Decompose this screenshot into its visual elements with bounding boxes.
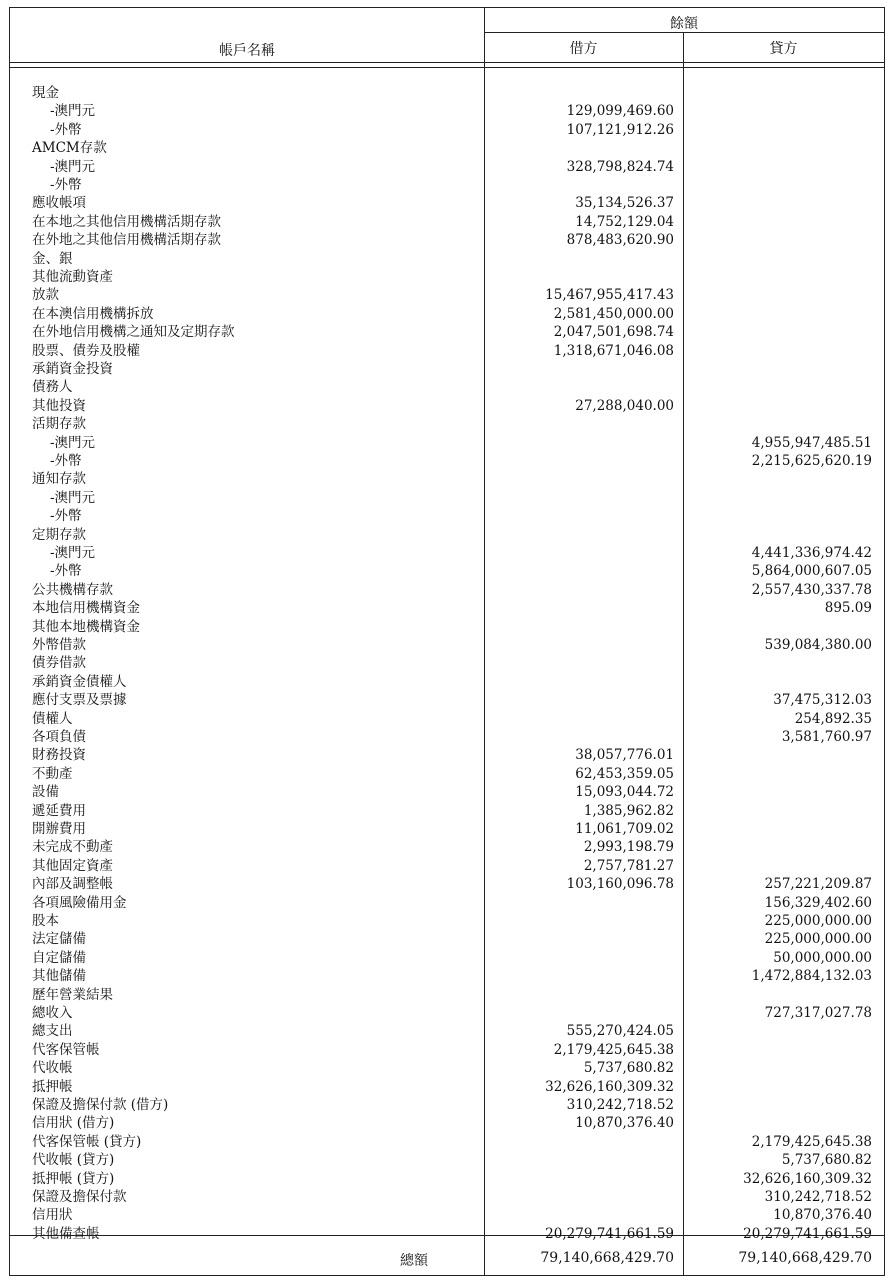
account-name: 在外地之其他信用機構活期存款 [32, 232, 221, 249]
credit-amount: 3,581,760.97 [781, 729, 872, 745]
debit-amount: 555,270,424.05 [566, 1023, 674, 1040]
account-name: 在外地信用機構之通知及定期存款 [32, 324, 235, 341]
table-row [10, 544, 884, 562]
debit-amount: 32,626,160,309.32 [545, 1078, 674, 1095]
table-row [10, 1041, 884, 1059]
account-name: 承銷資金投資 [32, 361, 113, 377]
debit-amount: 27,288,040.00 [575, 397, 674, 414]
account-name: 定期存款 [32, 526, 86, 543]
account-name: 開辦費用 [32, 821, 86, 837]
account-name: -澳門元 [50, 103, 96, 120]
account-name: 自定儲備 [32, 949, 86, 966]
table-row [10, 360, 884, 378]
table-row [10, 820, 884, 838]
table-row [10, 562, 884, 580]
credit-amount: 254,892.35 [794, 710, 872, 727]
total-debit: 79,140,668,429.70 [540, 1250, 674, 1266]
debit-amount: 878,483,620.90 [566, 232, 674, 249]
total-credit: 79,140,668,429.70 [738, 1250, 872, 1266]
table-row [10, 452, 884, 470]
account-name: 債權人 [32, 710, 73, 727]
table-row [10, 102, 884, 120]
account-name: -外幣 [50, 177, 82, 193]
debit-amount: 2,179,425,645.38 [553, 1041, 674, 1058]
account-name: 放款 [32, 287, 59, 304]
account-name: 應收帳項 [32, 195, 86, 212]
header-balance: 餘額 [670, 16, 698, 32]
total-label: 總額 [400, 1253, 428, 1269]
table-row [10, 507, 884, 525]
table-row [10, 231, 884, 249]
table-row [10, 268, 884, 286]
account-name: 保證及擔保付款 [32, 1189, 127, 1205]
account-name: -澳門元 [50, 158, 96, 175]
account-name: 各項負債 [32, 729, 86, 745]
credit-amount: 5,737,680.82 [781, 1152, 872, 1169]
account-name: 公共機構存款 [32, 581, 113, 598]
debit-amount: 1,318,671,046.08 [553, 342, 674, 359]
debit-amount: 103,160,096.78 [566, 876, 674, 893]
account-name: 其他投資 [32, 397, 86, 414]
account-name: 抵押帳 (貸方) [32, 1170, 115, 1187]
table-row [10, 1114, 884, 1132]
account-name: -澳門元 [50, 489, 96, 506]
account-name: 債券借款 [32, 655, 86, 672]
credit-amount: 37,475,312.03 [773, 692, 872, 709]
debit-amount: 38,057,776.01 [575, 747, 674, 764]
credit-amount: 2,179,425,645.38 [751, 1133, 872, 1150]
account-name: 信用狀 [32, 1207, 73, 1224]
account-name: 總收入 [32, 1005, 73, 1021]
table-row [10, 875, 884, 893]
table-row [10, 1004, 884, 1022]
debit-amount: 129,099,469.60 [566, 103, 674, 120]
table-row [10, 710, 884, 728]
account-name: 在本澳信用機構拆放 [32, 305, 154, 322]
account-name: 其他備查帳 [32, 1225, 100, 1242]
account-name: -外幣 [50, 508, 82, 525]
account-name: 歷年營業結果 [32, 986, 113, 1003]
account-name: 其他本地機構資金 [32, 618, 140, 635]
credit-amount: 5,864,000,607.05 [751, 563, 872, 580]
credit-amount: 32,626,160,309.32 [743, 1170, 872, 1187]
table-row [10, 397, 884, 415]
table-row [10, 342, 884, 360]
table-row [10, 618, 884, 636]
table-row [10, 1133, 884, 1151]
debit-amount: 2,757,781.27 [583, 857, 674, 874]
header-account-name: 帳戶名稱 [219, 43, 275, 59]
table-row [10, 489, 884, 507]
table-row [10, 470, 884, 488]
credit-amount: 4,955,947,485.51 [751, 434, 872, 451]
table-row [10, 305, 884, 323]
credit-amount: 10,870,376.40 [773, 1207, 872, 1224]
table-row [10, 838, 884, 856]
debit-amount: 15,093,044.72 [575, 784, 674, 801]
account-name: 承銷資金債權人 [32, 673, 127, 690]
table-row [10, 765, 884, 783]
table-row [10, 1059, 884, 1077]
credit-amount: 727,317,027.78 [764, 1005, 872, 1021]
table-row [10, 158, 884, 176]
credit-amount: 1,472,884,132.03 [751, 968, 872, 985]
debit-amount: 310,242,718.52 [566, 1097, 674, 1113]
account-name: 外幣借款 [32, 637, 86, 653]
credit-amount: 2,557,430,337.78 [751, 581, 872, 598]
table-row [10, 194, 884, 212]
table-row [10, 986, 884, 1004]
table-row [10, 967, 884, 985]
table-row [10, 673, 884, 691]
table-row [10, 691, 884, 709]
table-row [10, 1078, 884, 1096]
table-row [10, 912, 884, 930]
credit-amount: 156,329,402.60 [764, 894, 872, 911]
account-name: 活期存款 [32, 416, 86, 433]
table-row [10, 1225, 884, 1243]
account-name: 其他流動資產 [32, 269, 113, 285]
header-bottom-line [10, 62, 884, 63]
account-name: 法定儲備 [32, 931, 86, 948]
header-credit: 貸方 [769, 41, 798, 57]
account-name: 遞延費用 [32, 802, 86, 819]
table-row [10, 802, 884, 820]
credit-amount: 225,000,000.00 [764, 931, 872, 948]
account-name: 股本 [32, 913, 59, 929]
account-name: 設備 [32, 784, 59, 801]
account-name: 股票、債券及股權 [32, 342, 140, 359]
debit-amount: 2,047,501,698.74 [553, 324, 674, 341]
table-row [10, 286, 884, 304]
account-name: 其他固定資產 [32, 857, 113, 874]
account-name: 在本地之其他信用機構活期存款 [32, 213, 221, 230]
credit-amount: 4,441,336,974.42 [751, 545, 872, 561]
account-name: 本地信用機構資金 [32, 600, 140, 617]
account-name: 代客保管帳 (貸方) [32, 1133, 142, 1150]
account-name: 其他儲備 [32, 968, 86, 985]
account-name: 財務投資 [32, 747, 86, 764]
table-row [10, 783, 884, 801]
table-row [10, 415, 884, 433]
table-row [10, 746, 884, 764]
account-name: -外幣 [50, 453, 82, 469]
credit-amount: 310,242,718.52 [764, 1189, 872, 1205]
debit-amount: 1,385,962.82 [583, 802, 674, 819]
credit-amount: 2,215,625,620.19 [751, 453, 872, 469]
account-name: 內部及調整帳 [32, 876, 113, 893]
account-name: 代收帳 [32, 1060, 73, 1077]
table-row [10, 857, 884, 875]
debit-amount: 14,752,129.04 [575, 213, 674, 230]
table-row [10, 1151, 884, 1169]
debit-amount: 328,798,824.74 [566, 158, 674, 175]
credit-amount: 20,279,741,661.59 [743, 1225, 872, 1242]
header-bottom-double-line [10, 67, 884, 68]
table-row [10, 949, 884, 967]
table-row [10, 526, 884, 544]
account-name: -澳門元 [50, 434, 96, 451]
table-row [10, 1096, 884, 1114]
table-row [10, 930, 884, 948]
table-row [10, 1188, 884, 1206]
credit-amount: 539,084,380.00 [764, 637, 872, 653]
table-row [10, 139, 884, 157]
account-name: 各項風險備用金 [32, 894, 127, 911]
table-row [10, 1170, 884, 1188]
table-row [10, 1022, 884, 1040]
debit-amount: 2,993,198.79 [583, 839, 674, 856]
table-row [10, 599, 884, 617]
debit-amount: 20,279,741,661.59 [545, 1225, 674, 1242]
table-row [10, 654, 884, 672]
account-name: 金、銀 [32, 250, 73, 267]
account-name: 現金 [32, 85, 59, 101]
table-row [10, 378, 884, 396]
account-name: 代收帳 (貸方) [32, 1152, 115, 1169]
account-name: 應付支票及票據 [32, 692, 127, 709]
table-row [10, 434, 884, 452]
debit-amount: 107,121,912.26 [566, 121, 674, 138]
debit-amount: 35,134,526.37 [575, 195, 674, 212]
debit-amount: 11,061,709.02 [575, 821, 674, 837]
table-row [10, 894, 884, 912]
credit-amount: 225,000,000.00 [764, 913, 872, 929]
table-row [10, 323, 884, 341]
account-name: 債務人 [32, 379, 73, 396]
table-row [10, 728, 884, 746]
credit-amount: 895.09 [824, 600, 872, 617]
account-name: 未完成不動產 [32, 839, 113, 856]
account-name: -外幣 [50, 121, 82, 138]
account-name: 抵押帳 [32, 1078, 73, 1095]
credit-amount: 257,221,209.87 [764, 876, 872, 893]
account-name: 不動產 [32, 765, 73, 782]
debit-amount: 10,870,376.40 [575, 1115, 674, 1132]
account-name: 信用狀 (借方) [32, 1115, 115, 1132]
table-row [10, 581, 884, 599]
debit-amount: 5,737,680.82 [583, 1060, 674, 1077]
table-row [10, 121, 884, 139]
account-name: AMCM存款 [32, 140, 107, 157]
table-row [10, 84, 884, 102]
account-name: 保證及擔保付款 (借方) [32, 1097, 169, 1113]
table-row [10, 176, 884, 194]
table-row [10, 1206, 884, 1224]
credit-amount: 50,000,000.00 [773, 949, 872, 966]
account-name: -外幣 [50, 563, 82, 580]
account-name: -澳門元 [50, 545, 96, 561]
header-debit: 借方 [569, 41, 598, 57]
account-name: 代客保管帳 [32, 1041, 100, 1058]
debit-amount: 2,581,450,000.00 [553, 305, 674, 322]
debit-amount: 62,453,359.05 [575, 765, 674, 782]
table-row [10, 636, 884, 654]
table-row [10, 250, 884, 268]
table-row [10, 213, 884, 231]
account-name: 通知存款 [32, 471, 86, 488]
account-name: 總支出 [32, 1023, 73, 1040]
trial-balance-table [9, 7, 885, 1276]
debit-amount: 15,467,955,417.43 [545, 287, 674, 304]
